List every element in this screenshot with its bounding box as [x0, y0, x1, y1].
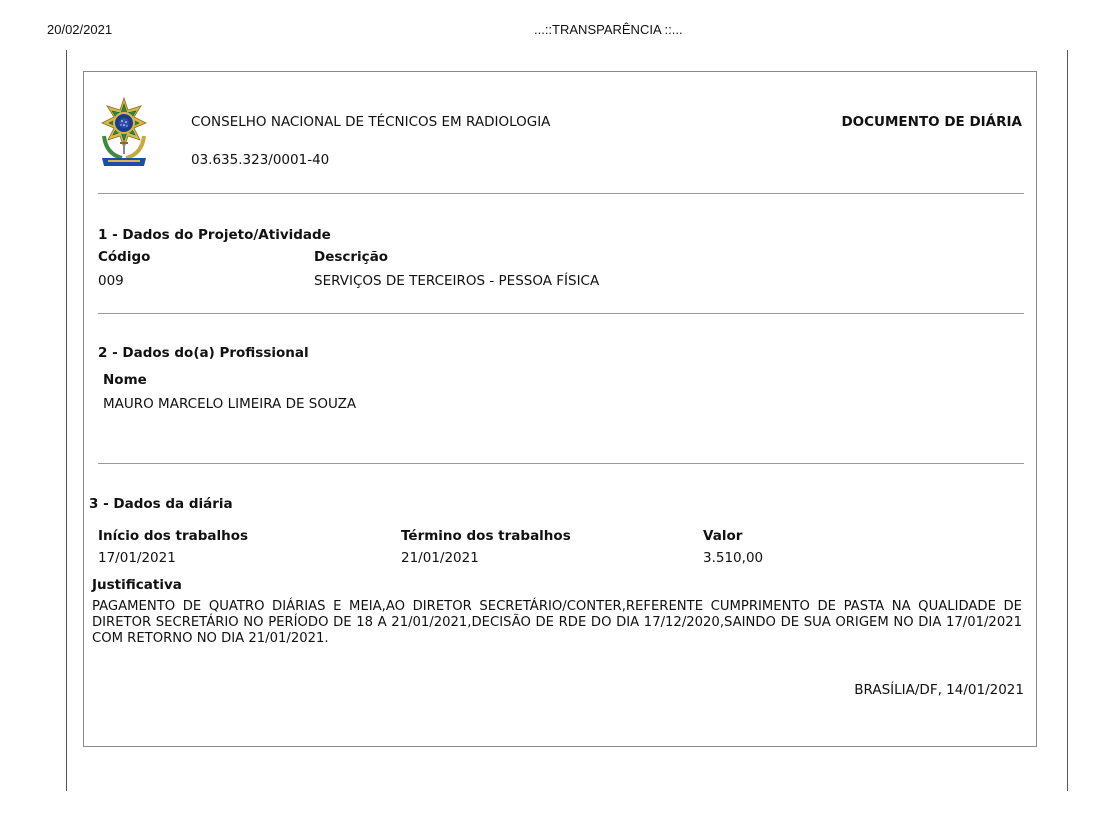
document-type: DOCUMENTO DE DIÁRIA [841, 114, 1022, 130]
page-border-right [1067, 50, 1068, 791]
value-label: Valor [703, 528, 743, 544]
print-header [0, 22, 1119, 42]
value-amount: 3.510,00 [703, 550, 764, 566]
organization-cnpj: 03.635.323/0001-40 [191, 152, 330, 168]
page-border-left [66, 50, 67, 791]
divider [98, 463, 1024, 464]
justification-label: Justificativa [92, 577, 182, 593]
print-date: 20/02/2021 [47, 22, 113, 37]
name-value: MAURO MARCELO LIMEIRA DE SOUZA [103, 396, 357, 412]
section2-title: 2 - Dados do(a) Profissional [98, 345, 309, 361]
brazil-coat-of-arms-icon [98, 96, 150, 170]
start-value: 17/01/2021 [98, 550, 176, 566]
divider [98, 193, 1024, 194]
document-box [83, 71, 1037, 747]
description-label: Descrição [314, 249, 389, 265]
code-value: 009 [98, 273, 124, 289]
end-label: Término dos trabalhos [401, 528, 571, 544]
description-value: SERVIÇOS DE TERCEIROS - PESSOA FÍSICA [314, 273, 600, 289]
place-date: BRASÍLIA/DF, 14/01/2021 [854, 682, 1024, 698]
section3-title: 3 - Dados da diária [89, 496, 233, 512]
start-label: Início dos trabalhos [98, 528, 249, 544]
organization-name: CONSELHO NACIONAL DE TÉCNICOS EM RADIOLOGIA [191, 114, 551, 130]
name-label: Nome [103, 372, 147, 388]
divider [98, 313, 1024, 314]
justification-text: PAGAMENTO DE QUATRO DIÁRIAS E MEIA,AO DIRETOR SECRETÁRIO/CONTER,REFERENTE CUMPRIMENTO DE PASTA NA QUALIDADE DE DIRETOR SECRETÁRIO NO PERÍODO DE 18 A 21/01/2021,DECISÃO DE RDE DO DIA 17/12/2020,SAINDO DE SUA ORIGEM NO DIA 17/01/2021 COM RETORNO NO DIA 21/01/2021. [92, 599, 1022, 646]
code-label: Código [98, 249, 151, 265]
site-title: ...::TRANSPARÊNCIA ::... [534, 22, 683, 37]
section1-title: 1 - Dados do Projeto/Atividade [98, 227, 331, 243]
end-value: 21/01/2021 [401, 550, 479, 566]
